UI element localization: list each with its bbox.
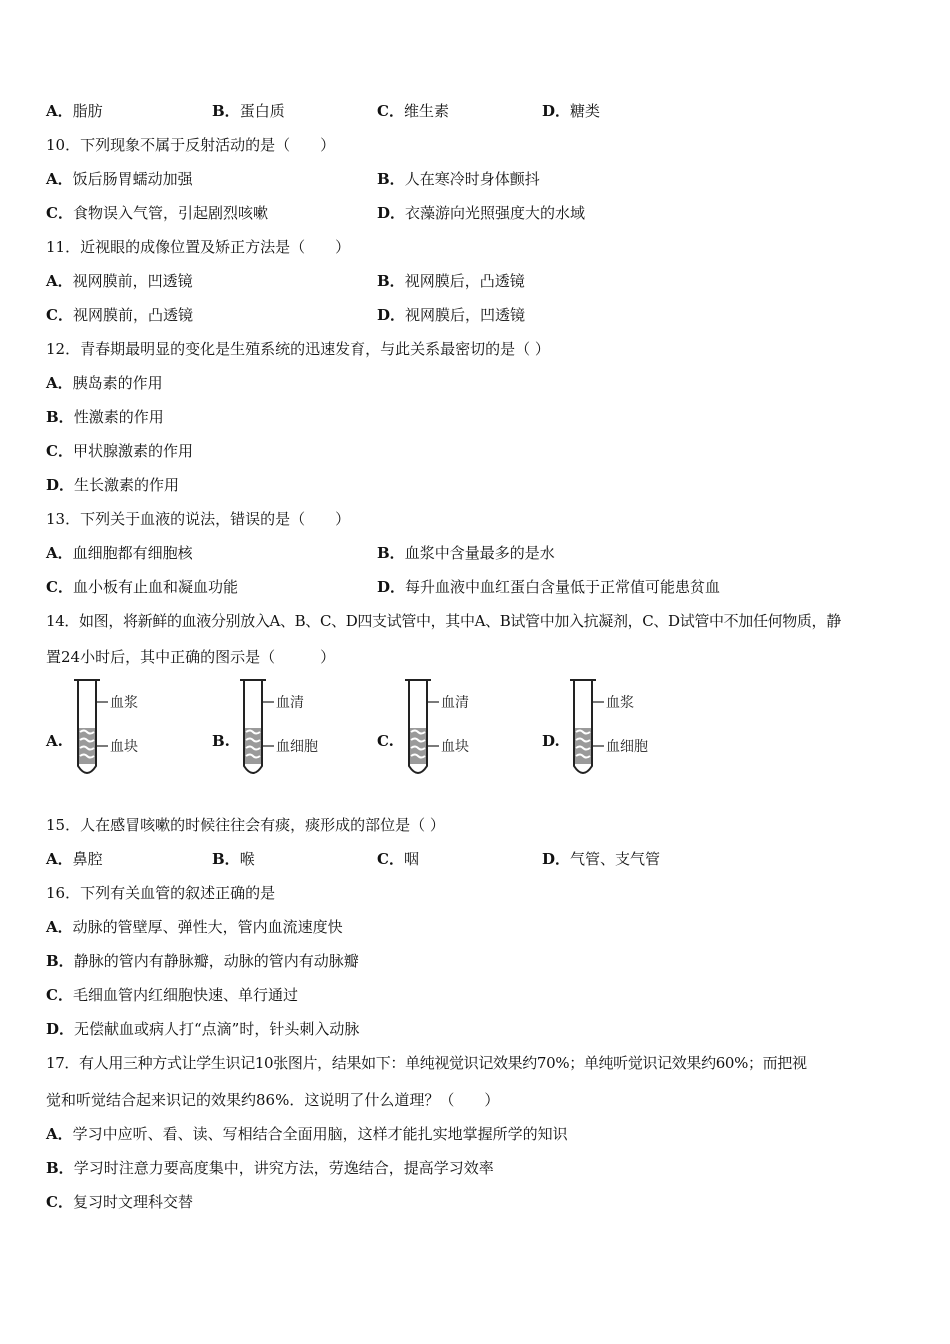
q13-stem: 13．下列关于血液的说法，错误的是（ ） [46, 510, 351, 528]
q15-option-c: C．咽 [377, 850, 419, 868]
q13-option-a: A．血细胞都有细胞核 [46, 544, 193, 562]
q11-option-d: D．视网膜后，凹透镜 [377, 306, 526, 324]
q14-c-bottom-label: 血块 [441, 739, 469, 755]
q14-a-bottom-label: 血块 [110, 739, 138, 755]
q14-option-d: D. 血浆 血细胞 [542, 676, 702, 786]
q9-option-b: B．蛋白质 [212, 102, 285, 120]
q17-option-b: B．学习时注意力要高度集中，讲究方法，劳逸结合，提高学习效率 [46, 1159, 494, 1177]
q14-b-bottom-label: 血细胞 [276, 739, 318, 755]
q15-option-a: A．鼻腔 [46, 850, 103, 868]
q16-option-a: A．动脉的管壁厚、弹性大，管内血流速度快 [46, 918, 343, 936]
q10-stem: 10．下列现象不属于反射活动的是（ ） [46, 136, 336, 154]
q9-option-a: A．脂肪 [46, 102, 103, 120]
q15-option-b: B．喉 [212, 850, 255, 868]
q15-stem: 15．人在感冒咳嗽的时候往往会有痰，痰形成的部位是（ ） [46, 816, 445, 834]
q14-option-b: B. 血清 血细胞 [212, 676, 372, 786]
q11-option-b: B．视网膜后，凸透镜 [377, 272, 525, 290]
test-tube-icon [66, 676, 196, 786]
q11-option-a: A．视网膜前，凹透镜 [46, 272, 193, 290]
q11-option-c: C．视网膜前，凸透镜 [46, 306, 193, 324]
q14-a-top-label: 血浆 [110, 695, 138, 711]
q11-stem: 11．近视眼的成像位置及矫正方法是（ ） [46, 238, 351, 256]
q16-stem: 16．下列有关血管的叙述正确的是 [46, 884, 276, 902]
q9-option-d: D．糖类 [542, 102, 601, 120]
test-tube-icon [562, 676, 692, 786]
q14-option-c: C. 血清 血块 [377, 676, 537, 786]
q10-option-d: D．衣藻游向光照强度大的水域 [377, 204, 586, 222]
q13-option-d: D．每升血液中血红蛋白含量低于正常值可能患贫血 [377, 578, 721, 596]
q15-option-d: D．气管、支气管 [542, 850, 661, 868]
q17-option-a: A．学习中应听、看、读、写相结合全面用脑，这样才能扎实地掌握所学的知识 [46, 1125, 568, 1143]
q14-c-top-label: 血清 [441, 695, 469, 711]
q14-option-a: A. 血浆 血块 [46, 676, 206, 786]
test-tube-icon [232, 676, 362, 786]
q10-option-c: C．食物误入气管，引起剧烈咳嗽 [46, 204, 268, 222]
q16-option-c: C．毛细血管内红细胞快速、单行通过 [46, 986, 298, 1004]
q14-d-bottom-label: 血细胞 [606, 739, 648, 755]
q12-option-d: D．生长激素的作用 [46, 476, 180, 494]
q10-option-b: B．人在寒冷时身体颤抖 [377, 170, 540, 188]
q12-stem: 12．青春期最明显的变化是生殖系统的迅速发育，与此关系最密切的是（ ） [46, 340, 550, 358]
q13-option-b: B．血浆中含量最多的是水 [377, 544, 555, 562]
q10-option-a: A．饭后肠胃蠕动加强 [46, 170, 193, 188]
q13-option-c: C．血小板有止血和凝血功能 [46, 578, 238, 596]
q17-stem-line1: 17．有人用三种方式让学生识记10张图片，结果如下：单纯视觉识记效果约70%；单纯听觉识记效果约60%；而把视 [46, 1054, 807, 1072]
q12-option-a: A．胰岛素的作用 [46, 374, 163, 392]
test-tube-icon [397, 676, 527, 786]
q14-d-top-label: 血浆 [606, 695, 634, 711]
q12-option-c: C．甲状腺激素的作用 [46, 442, 193, 460]
q14-stem-line1: 14．如图，将新鲜的血液分别放入A、B、C、D四支试管中，其中A、B试管中加入抗凝剂，C、D试管中不加任何物质，静 [46, 612, 841, 630]
q14-b-top-label: 血清 [276, 695, 304, 711]
q14-stem-line2: 置24小时后，其中正确的图示是（ ） [46, 648, 336, 666]
q16-option-d: D．无偿献血或病人打“点滴”时，针头刺入动脉 [46, 1020, 360, 1038]
q12-option-b: B．性激素的作用 [46, 408, 164, 426]
q17-option-c: C．复习时文理科交替 [46, 1193, 193, 1211]
q16-option-b: B．静脉的管内有静脉瓣，动脉的管内有动脉瓣 [46, 952, 359, 970]
q17-stem-line2: 觉和听觉结合起来识记的效果约86%．这说明了什么道理？（ ） [46, 1091, 500, 1109]
q9-option-c: C．维生素 [377, 102, 449, 120]
